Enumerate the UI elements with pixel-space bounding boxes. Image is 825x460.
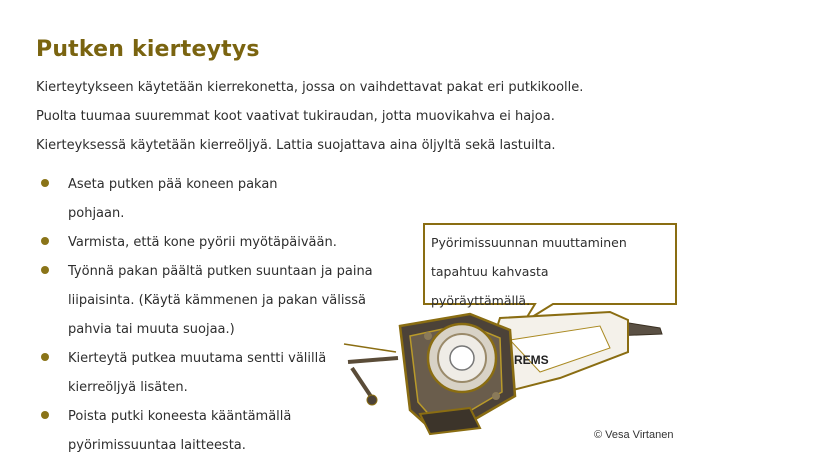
paragraph-3: Kierteyksessä käytetään kierreöljyä. Lattia suojattava aina öljyltä sekä lastuilta. — [36, 138, 556, 153]
list-item: Kierteytä putkea muutama sentti välillä kierreöljyä lisäten. — [36, 344, 328, 402]
list-item: Aseta putken pää koneen pakan pohjaan. — [36, 170, 318, 228]
paragraph-1: Kierteytykseen käytetään kierrekonetta, jossa on vaihdettavat pakat eri putkikoolle. — [36, 80, 584, 95]
callout-text — [431, 228, 667, 315]
callout-line-2: tapahtuu kahvasta — [431, 264, 549, 279]
paragraph-2: Puolta tuumaa suuremmat koot vaativat tukiraudan, jotta muovikahva ei hajoa. — [36, 109, 555, 124]
callout-line-1: Pyörimissuunnan muuttaminen — [431, 235, 627, 250]
list-item: Poista putki koneesta kääntämällä pyörimissuuntaa laitteesta. — [36, 402, 348, 460]
page-title: Putken kierteytys — [36, 37, 260, 62]
list-item: Varmista, että kone pyörii myötäpäivään. — [36, 228, 416, 257]
brand-label: REMS — [514, 353, 549, 367]
list-item: Työnnä pakan päältä putken suuntaan ja paina liipaisinta. (Käytä kämmenen ja pakan välissä pahvia tai muuta suojaa.) — [36, 257, 378, 344]
photo-credit: © Vesa Virtanen — [594, 429, 674, 441]
callout-line-3: pyöräyttämällä. — [431, 293, 531, 308]
